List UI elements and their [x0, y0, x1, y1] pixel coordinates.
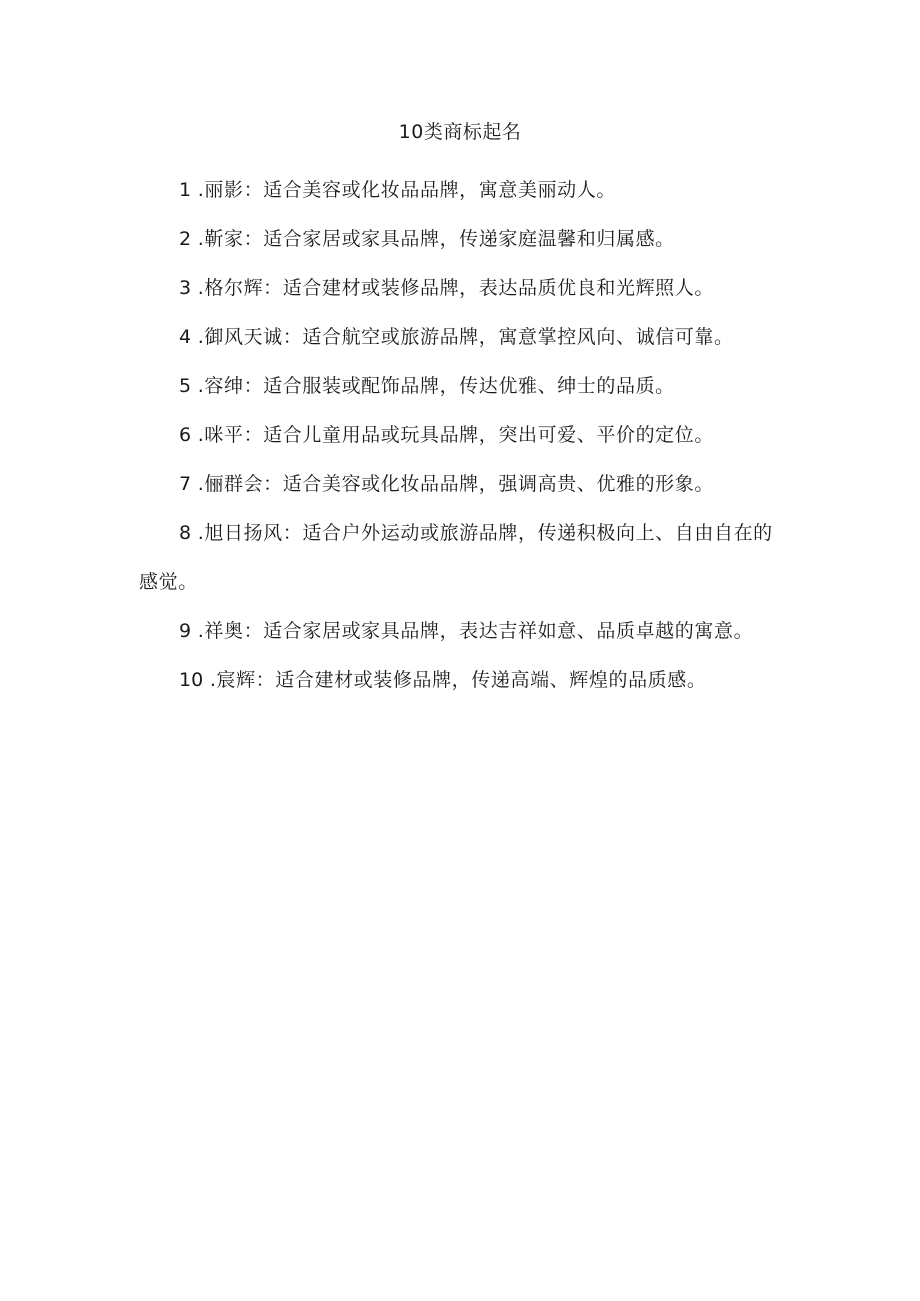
item-text: 靳家：适合家居或家具品牌，传递家庭温馨和归属感。 [204, 228, 675, 250]
list-item: 7 .俪群会：适合美容或化妆品品牌，强调高贵、优雅的形象。 [179, 473, 714, 495]
item-text: 丽影：适合美容或化妆品品牌，寓意美丽动人。 [204, 179, 616, 201]
item-number: 7 [179, 473, 192, 495]
item-number: 9 [179, 620, 192, 642]
item-number: 8 [179, 522, 192, 544]
item-text: 咪平：适合儿童用品或玩具品牌，突出可爱、平价的定位。 [204, 424, 714, 446]
list-item: 3 .格尔辉：适合建材或装修品牌，表达品质优良和光辉照人。 [179, 277, 714, 299]
item-number: 10 [179, 669, 204, 691]
list-item: 1 .丽影：适合美容或化妆品品牌，寓意美丽动人。 [179, 179, 616, 201]
list-item: 2 .靳家：适合家居或家具品牌，传递家庭温馨和归属感。 [179, 228, 675, 250]
item-text: 俪群会：适合美容或化妆品品牌，强调高贵、优雅的形象。 [204, 473, 714, 495]
item-text: 容绅：适合服装或配饰品牌，传达优雅、绅士的品质。 [204, 375, 675, 397]
item-text: 祥奥：适合家居或家具品牌，表达吉祥如意、品质卓越的寓意。 [204, 620, 754, 642]
item-number: 5 [179, 375, 192, 397]
list-item: 6 .咪平：适合儿童用品或玩具品牌，突出可爱、平价的定位。 [179, 424, 714, 446]
item-number: 6 [179, 424, 192, 446]
list-item: 9 .祥奥：适合家居或家具品牌，表达吉祥如意、品质卓越的寓意。 [179, 620, 754, 642]
item-number: 3 [179, 277, 192, 299]
item-text: 格尔辉：适合建材或装修品牌，表达品质优良和光辉照人。 [204, 277, 714, 299]
page-title: 10类商标起名 [398, 121, 522, 143]
item-text: 宸辉：适合建材或装修品牌，传递高端、辉煌的品质感。 [216, 669, 707, 691]
item-number: 2 [179, 228, 192, 250]
item-number: 1 [179, 179, 192, 201]
list-item: 8 .旭日扬风：适合户外运动或旅游品牌，传递积极向上、自由自在的感觉。 [139, 522, 773, 593]
list-item: 5 .容绅：适合服装或配饰品牌，传达优雅、绅士的品质。 [179, 375, 675, 397]
list-item: 10 .宸辉：适合建材或装修品牌，传递高端、辉煌的品质感。 [179, 669, 707, 691]
item-text: 旭日扬风：适合户外运动或旅游品牌，传递积极向上、自由自在的感觉。 [139, 522, 773, 593]
list-item: 4 .御风天诚：适合航空或旅游品牌，寓意掌控风向、诚信可靠。 [179, 326, 734, 348]
naming-list [139, 166, 789, 705]
item-number: 4 [179, 326, 192, 348]
item-text: 御风天诚：适合航空或旅游品牌，寓意掌控风向、诚信可靠。 [204, 326, 734, 348]
